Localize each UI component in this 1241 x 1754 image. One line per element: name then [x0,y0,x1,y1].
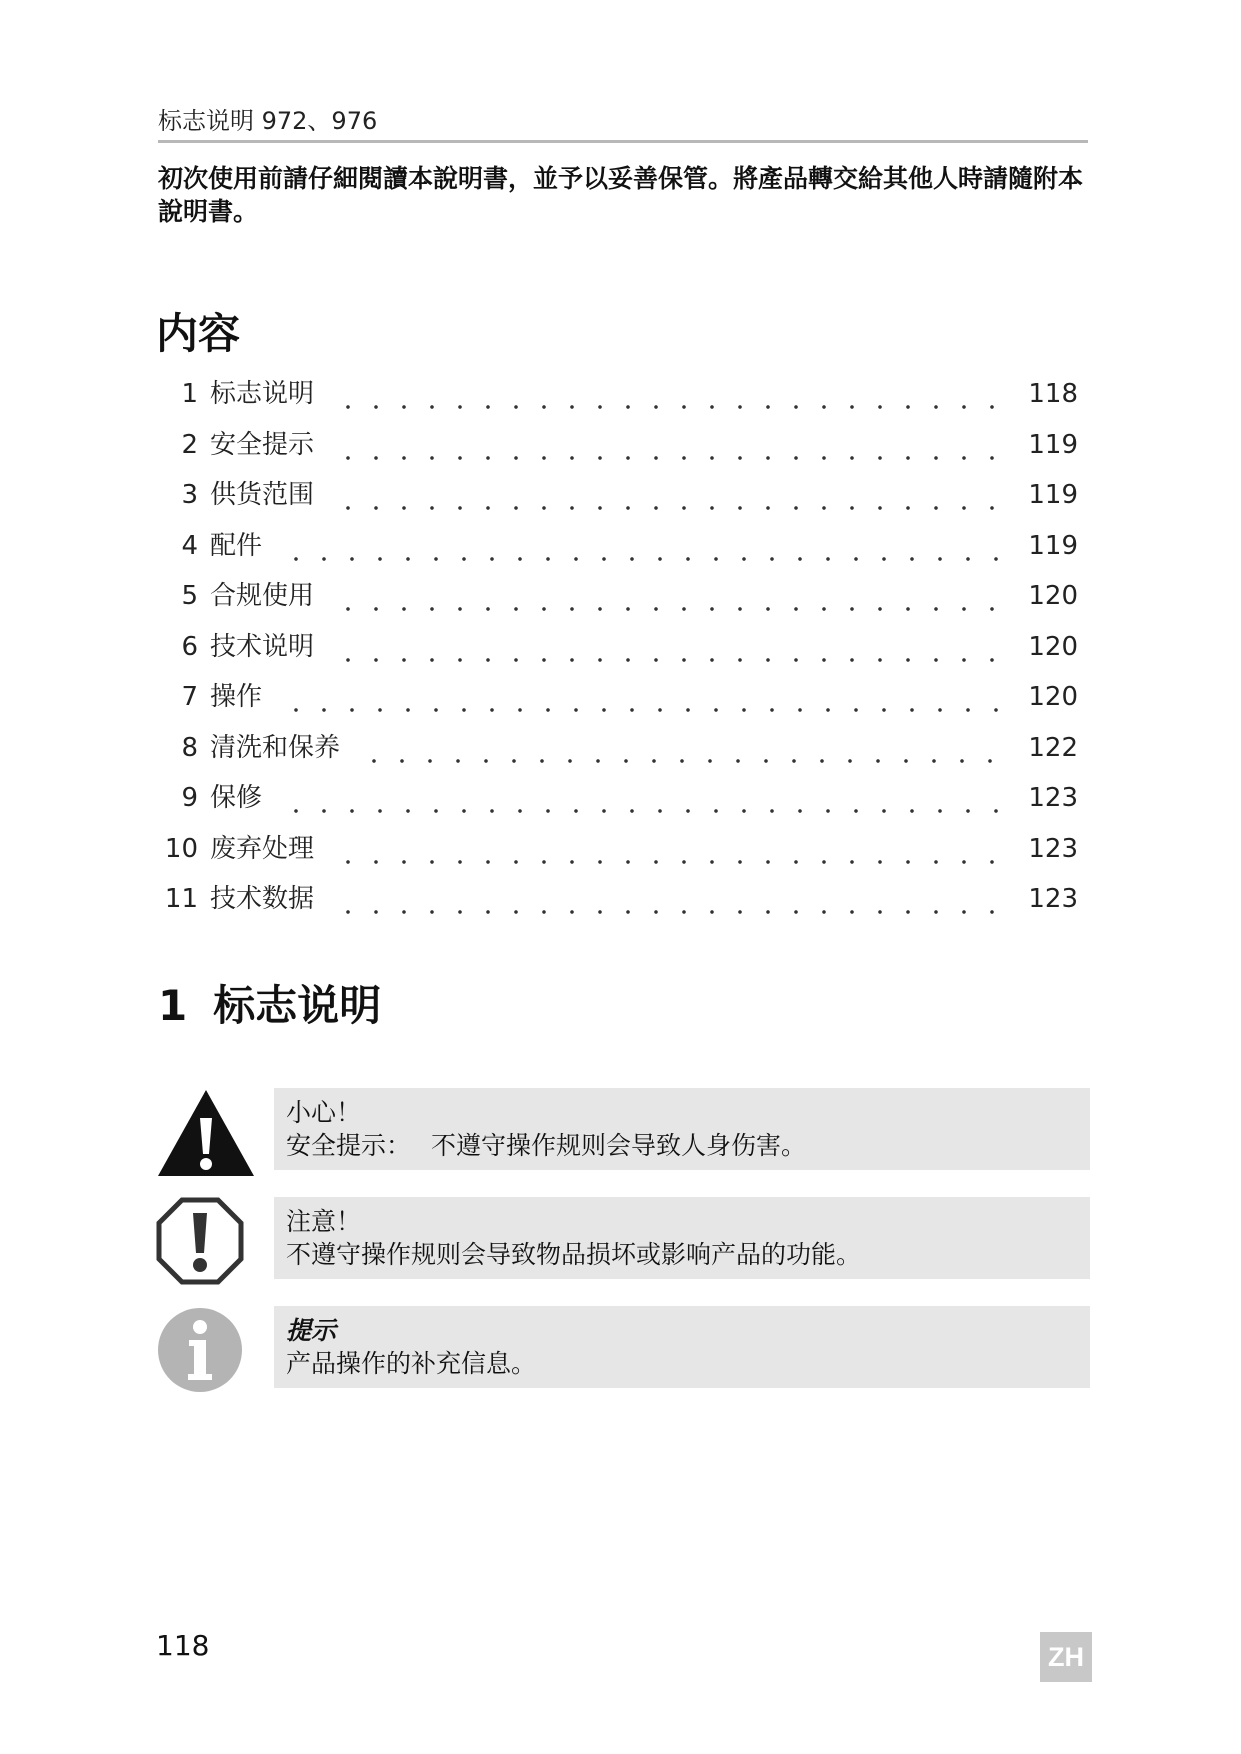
toc-entry-page: 119 [1028,429,1078,460]
intro-paragraph: 初次使用前請仔細閱讀本說明書，並予以妥善保管。將產品轉交給其他人時請隨附本說明書。 [158,164,1084,226]
toc-entry-label: 合规使用 [210,581,315,611]
toc-entry-number: 8 [181,732,198,763]
attention-text: 不遵守操作规则会导致物品损坏或影响产品的功能。 [286,1240,862,1269]
toc-entry-page: 123 [1028,833,1078,864]
toc-entry-page: 123 [1028,884,1078,914]
toc-entry-label: 操作 [210,682,263,712]
toc-entry [158,677,1078,728]
toc-leader-dots [282,707,1010,713]
toc-title: 内容 [156,309,241,358]
toc-entry [158,374,1078,425]
toc-entry-label: 供货范围 [210,480,315,510]
toc-leader-dots [334,455,1010,461]
info-circle-icon [156,1306,256,1396]
caution-text: 不遵守操作规则会导致人身伤害。 [431,1131,807,1160]
attention-box [274,1197,1090,1279]
note-heading: 提示 [286,1316,337,1345]
language-tab: ZH [1040,1632,1092,1682]
toc-entry-number: 9 [181,783,198,813]
toc-entry-page: 120 [1028,631,1078,662]
toc-entry-label: 安全提示 [210,429,315,460]
toc-entry-number: 3 [181,480,198,510]
toc-entry [158,627,1078,678]
warning-triangle-icon [156,1088,256,1178]
page-number: 118 [156,1629,210,1662]
toc-entry-number: 1 [181,379,198,409]
caution-heading: 小心！ [286,1098,362,1127]
toc-leader-dots [334,404,1010,410]
toc-entry-label: 保修 [210,783,263,813]
toc-entry [158,526,1078,577]
table-of-contents [158,374,1078,930]
toc-entry-number: 7 [181,682,198,712]
toc-leader-dots [334,505,1010,511]
toc-leader-dots [334,657,1010,663]
toc-leader-dots [282,556,1010,562]
toc-leader-dots [360,758,1010,764]
toc-entry-number: 6 [181,631,198,662]
toc-entry [158,728,1078,779]
note-notice [156,1306,1092,1390]
toc-entry-number: 5 [181,581,198,611]
toc-entry-number: 2 [181,429,198,460]
toc-entry [158,829,1078,880]
caution-box [274,1088,1090,1170]
toc-entry [158,425,1078,476]
section-title [158,978,381,1034]
caution-label: 安全提示： [286,1131,412,1160]
toc-entry [158,475,1078,526]
toc-entry-page: 119 [1028,530,1078,561]
toc-entry-label: 标志说明 [210,379,315,409]
caution-notice [156,1088,1092,1172]
running-header: 标志说明 972、976 [158,104,1088,143]
toc-entry-label: 清洗和保养 [210,732,341,763]
toc-entry-number: 11 [164,884,198,914]
toc-entry-page: 120 [1028,581,1078,611]
toc-leader-dots [282,808,1010,814]
exclamation-octagon-icon [156,1197,256,1287]
toc-leader-dots [334,909,1010,915]
attention-heading: 注意！ [286,1207,362,1236]
toc-entry-page: 120 [1028,682,1078,712]
toc-entry-label: 废弃处理 [210,833,315,864]
toc-entry [158,778,1078,829]
toc-entry [158,576,1078,627]
toc-entry [158,879,1078,930]
toc-entry-label: 技术说明 [210,631,315,662]
toc-entry-page: 118 [1028,379,1078,409]
toc-leader-dots [334,859,1010,865]
toc-entry-page: 122 [1028,732,1078,763]
toc-entry-number: 4 [181,530,198,561]
section-title-text: 标志说明 [213,981,382,1030]
toc-entry-page: 123 [1028,783,1078,813]
toc-entry-label: 配件 [210,530,263,561]
note-box [274,1306,1090,1388]
toc-entry-number: 10 [164,833,198,864]
note-text: 产品操作的补充信息。 [286,1349,537,1378]
attention-notice [156,1197,1092,1281]
toc-leader-dots [334,606,1010,612]
section-number: 1 [158,981,188,1030]
toc-entry-label: 技术数据 [210,884,315,914]
toc-entry-page: 119 [1028,480,1078,510]
